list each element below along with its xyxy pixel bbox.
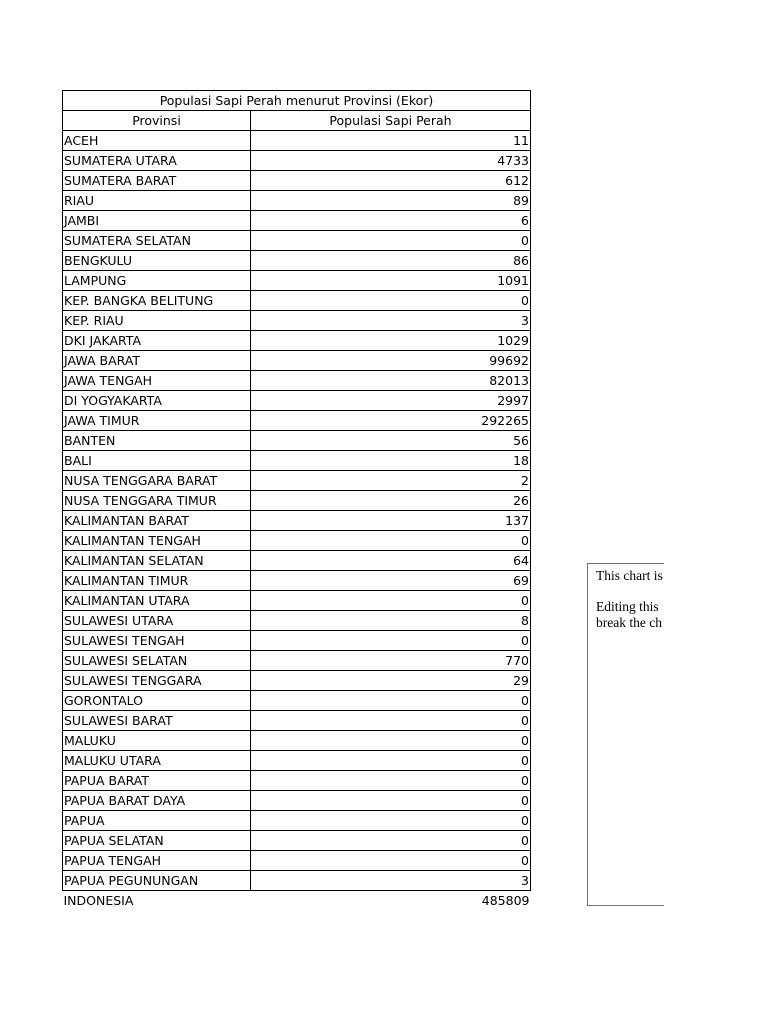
table-row xyxy=(63,331,531,351)
province-cell[interactable]: GORONTALO xyxy=(63,691,251,711)
table-row xyxy=(63,471,531,491)
table-row xyxy=(63,291,531,311)
table-title-row xyxy=(63,91,531,111)
table-row xyxy=(63,651,531,671)
table-row xyxy=(63,431,531,451)
table-row xyxy=(63,191,531,211)
table-row xyxy=(63,671,531,691)
province-cell[interactable]: NUSA TENGGARA BARAT xyxy=(63,471,251,491)
province-cell[interactable]: SUMATERA UTARA xyxy=(63,151,251,171)
population-cell[interactable]: 56 xyxy=(251,431,531,451)
header-provinsi[interactable]: Provinsi xyxy=(63,111,251,131)
province-cell[interactable]: SULAWESI UTARA xyxy=(63,611,251,631)
population-cell[interactable]: 18 xyxy=(251,451,531,471)
table-row xyxy=(63,591,531,611)
province-cell[interactable]: SULAWESI SELATAN xyxy=(63,651,251,671)
province-cell[interactable]: KALIMANTAN UTARA xyxy=(63,591,251,611)
province-cell[interactable]: ACEH xyxy=(63,131,251,151)
population-cell[interactable]: 82013 xyxy=(251,371,531,391)
table-row xyxy=(63,711,531,731)
table-row xyxy=(63,611,531,631)
table-row xyxy=(63,831,531,851)
province-cell[interactable]: DKI JAKARTA xyxy=(63,331,251,351)
population-cell[interactable]: 0 xyxy=(251,751,531,771)
header-populasi[interactable]: Populasi Sapi Perah xyxy=(251,111,531,131)
population-cell[interactable]: 1029 xyxy=(251,331,531,351)
chart-note-paragraph xyxy=(596,599,664,631)
province-cell[interactable]: MALUKU UTARA xyxy=(63,751,251,771)
province-cell[interactable]: KALIMANTAN TIMUR xyxy=(63,571,251,591)
table-row xyxy=(63,571,531,591)
population-cell[interactable]: 0 xyxy=(251,791,531,811)
population-cell[interactable]: 0 xyxy=(251,811,531,831)
population-cell[interactable]: 29 xyxy=(251,671,531,691)
province-cell[interactable]: JAWA BARAT xyxy=(63,351,251,371)
table-row xyxy=(63,551,531,571)
table-row xyxy=(63,851,531,871)
population-cell[interactable]: 0 xyxy=(251,531,531,551)
population-cell[interactable]: 770 xyxy=(251,651,531,671)
population-cell[interactable]: 0 xyxy=(251,291,531,311)
population-cell[interactable]: 3 xyxy=(251,871,531,891)
chart-placeholder[interactable] xyxy=(587,563,664,906)
table-row xyxy=(63,511,531,531)
table-row xyxy=(63,691,531,711)
population-cell[interactable]: 2997 xyxy=(251,391,531,411)
province-cell[interactable]: SULAWESI TENGGARA xyxy=(63,671,251,691)
province-cell[interactable]: PAPUA TENGAH xyxy=(63,851,251,871)
table-row xyxy=(63,411,531,431)
population-cell[interactable]: 0 xyxy=(251,691,531,711)
total-row xyxy=(63,891,531,911)
population-cell[interactable]: 0 xyxy=(251,231,531,251)
population-cell[interactable]: 0 xyxy=(251,851,531,871)
province-cell[interactable]: BALI xyxy=(63,451,251,471)
province-cell[interactable]: KEP. RIAU xyxy=(63,311,251,331)
population-cell[interactable]: 89 xyxy=(251,191,531,211)
population-cell[interactable]: 0 xyxy=(251,831,531,851)
province-cell[interactable]: JAMBI xyxy=(63,211,251,231)
population-cell[interactable]: 6 xyxy=(251,211,531,231)
table-row xyxy=(63,311,531,331)
table-row xyxy=(63,451,531,471)
population-cell[interactable]: 0 xyxy=(251,711,531,731)
province-cell[interactable]: PAPUA BARAT DAYA xyxy=(63,791,251,811)
table-row xyxy=(63,731,531,751)
population-cell[interactable]: 0 xyxy=(251,591,531,611)
population-cell[interactable]: 64 xyxy=(251,551,531,571)
province-cell[interactable]: SULAWESI BARAT xyxy=(63,711,251,731)
table-row xyxy=(63,791,531,811)
table-row xyxy=(63,271,531,291)
population-cell[interactable]: 292265 xyxy=(251,411,531,431)
province-cell[interactable]: SULAWESI TENGAH xyxy=(63,631,251,651)
population-cell[interactable]: 137 xyxy=(251,511,531,531)
table-row xyxy=(63,871,531,891)
population-cell[interactable]: 11 xyxy=(251,131,531,151)
population-cell[interactable]: 612 xyxy=(251,171,531,191)
population-cell[interactable]: 0 xyxy=(251,631,531,651)
chart-note-line2a: Editing this xyxy=(596,599,659,614)
province-cell[interactable]: JAWA TIMUR xyxy=(63,411,251,431)
population-cell[interactable]: 4733 xyxy=(251,151,531,171)
province-cell[interactable]: PAPUA BARAT xyxy=(63,771,251,791)
province-cell[interactable]: KEP. BANGKA BELITUNG xyxy=(63,291,251,311)
province-cell[interactable]: SUMATERA SELATAN xyxy=(63,231,251,251)
table-row xyxy=(63,751,531,771)
table-body xyxy=(63,91,531,911)
table-row xyxy=(63,231,531,251)
table-row xyxy=(63,351,531,371)
total-value[interactable]: 485809 xyxy=(481,893,530,908)
table-row xyxy=(63,211,531,231)
table-row xyxy=(63,131,531,151)
province-cell[interactable]: JAWA TENGAH xyxy=(63,371,251,391)
population-cell[interactable]: 0 xyxy=(251,731,531,751)
chart-note-line1: This chart is xyxy=(596,568,663,583)
population-cell[interactable]: 26 xyxy=(251,491,531,511)
province-cell[interactable]: RIAU xyxy=(63,191,251,211)
table-row xyxy=(63,631,531,651)
province-cell[interactable]: PAPUA PEGUNUNGAN xyxy=(63,871,251,891)
province-cell[interactable]: BANTEN xyxy=(63,431,251,451)
table-row xyxy=(63,771,531,791)
population-cell[interactable]: 99692 xyxy=(251,351,531,371)
table-title[interactable]: Populasi Sapi Perah menurut Provinsi (Ekor) xyxy=(63,91,531,111)
province-cell[interactable]: KALIMANTAN TENGAH xyxy=(63,531,251,551)
province-cell[interactable]: MALUKU xyxy=(63,731,251,751)
province-cell[interactable]: PAPUA SELATAN xyxy=(63,831,251,851)
population-cell[interactable]: 2 xyxy=(251,471,531,491)
table-row xyxy=(63,391,531,411)
table-row xyxy=(63,491,531,511)
population-cell[interactable]: 1091 xyxy=(251,271,531,291)
population-cell[interactable]: 86 xyxy=(251,251,531,271)
data-table xyxy=(62,90,531,910)
population-cell[interactable]: 69 xyxy=(251,571,531,591)
table-row xyxy=(63,371,531,391)
population-cell[interactable]: 8 xyxy=(251,611,531,631)
province-cell[interactable]: BENGKULU xyxy=(63,251,251,271)
province-cell[interactable]: PAPUA xyxy=(63,811,251,831)
population-cell[interactable]: 0 xyxy=(251,771,531,791)
table-row xyxy=(63,531,531,551)
total-label[interactable]: INDONESIA xyxy=(63,893,134,908)
table-header-row xyxy=(63,111,531,131)
province-cell[interactable]: KALIMANTAN BARAT xyxy=(63,511,251,531)
population-cell[interactable]: 3 xyxy=(251,311,531,331)
table-row xyxy=(63,151,531,171)
table-row xyxy=(63,811,531,831)
province-cell[interactable]: KALIMANTAN SELATAN xyxy=(63,551,251,571)
province-cell[interactable]: DI YOGYAKARTA xyxy=(63,391,251,411)
table-row xyxy=(63,251,531,271)
province-cell[interactable]: NUSA TENGGARA TIMUR xyxy=(63,491,251,511)
province-cell[interactable]: SUMATERA BARAT xyxy=(63,171,251,191)
table-row xyxy=(63,171,531,191)
province-cell[interactable]: LAMPUNG xyxy=(63,271,251,291)
chart-note-line2b: break the ch xyxy=(596,615,662,630)
